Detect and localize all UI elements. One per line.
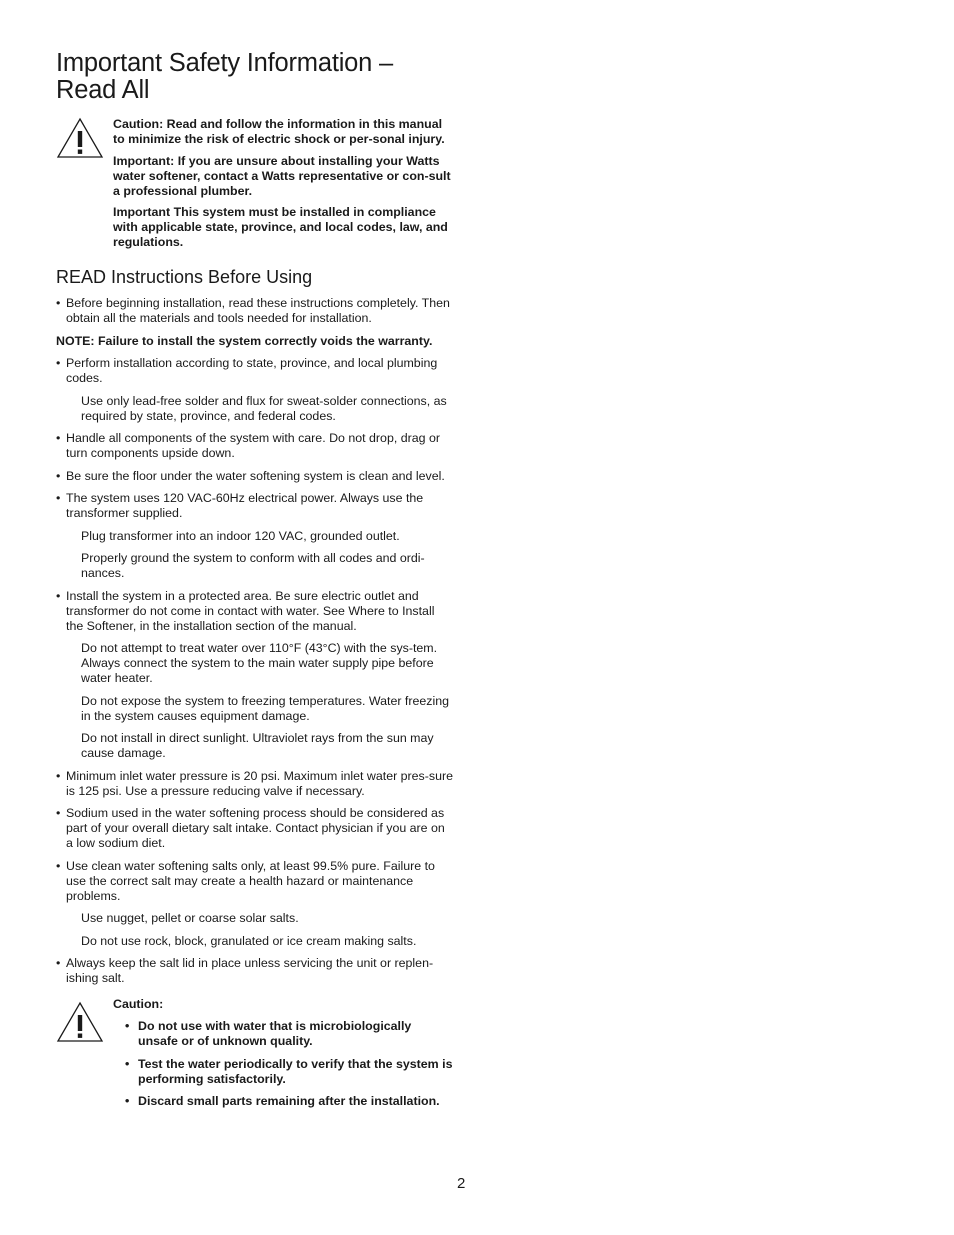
caution-text: Caution: Read and follow the information in this manual to minimize the risk of electric shock or per-sonal injury. bbox=[113, 117, 445, 146]
caution-list-item-text: Discard small parts remaining after the installation. bbox=[138, 1094, 440, 1108]
important-compliance-text: Important This system must be installed in compliance with applicable state, province, and local codes, law, and regulations. bbox=[113, 205, 448, 249]
sub-item: Do not expose the system to freezing temperatures. Water freezing in the system causes equipment damage. bbox=[81, 693, 449, 723]
list-item-text: Sodium used in the water softening process should be considered as part of your overall dietary salt intake. Contact physician if you are on a low sodium diet. bbox=[66, 806, 445, 850]
sub-item: Do not install in direct sunlight. Ultraviolet rays from the sun may cause damage. bbox=[81, 731, 434, 760]
bullet-glyph: • bbox=[56, 806, 61, 820]
bullet-glyph: • bbox=[56, 296, 61, 310]
list-item bbox=[56, 491, 454, 521]
bullet-glyph: • bbox=[56, 588, 61, 603]
content-column bbox=[56, 50, 454, 1117]
bullet-glyph: • bbox=[125, 1019, 130, 1033]
list-item bbox=[56, 769, 454, 799]
bullet-glyph: • bbox=[125, 1056, 130, 1071]
list-item-text: Be sure the floor under the water softening system is clean and level. bbox=[66, 468, 445, 483]
sub-item: Properly ground the system to conform with all codes and ordi-nances. bbox=[81, 551, 425, 580]
page-title bbox=[56, 50, 454, 104]
list-item-text: Install the system in a protected area. Be sure electric outlet and transformer do not come in contact with water. See Where to Install the Softener, in the installation section of the manual. bbox=[66, 588, 435, 633]
bullet-glyph: • bbox=[56, 858, 61, 873]
list-item-text: The system uses 120 VAC-60Hz electrical power. Always use the transformer supplied. bbox=[66, 491, 424, 520]
list-item bbox=[56, 296, 454, 326]
caution-list-item bbox=[113, 1019, 454, 1049]
list-item-text: Perform installation according to state, province, and local plumbing codes. bbox=[66, 356, 438, 385]
page-title-line-1: Important Safety Information – bbox=[56, 49, 394, 77]
warranty-note: NOTE: Failure to install the system correctly voids the warranty. bbox=[56, 333, 433, 348]
list-item-text: Always keep the salt lid in place unless servicing the unit or replen-ishing salt. bbox=[66, 956, 434, 985]
warning-triangle-icon bbox=[56, 1001, 104, 1043]
caution-list-item-text: Test the water periodically to verify that the system is performing satisfactorily. bbox=[138, 1056, 453, 1086]
caution-list-item bbox=[113, 1057, 454, 1087]
bullet-glyph: • bbox=[56, 356, 61, 370]
list-item bbox=[56, 806, 454, 851]
bullet-glyph: • bbox=[56, 491, 61, 505]
sub-item: Plug transformer into an indoor 120 VAC, grounded outlet. bbox=[81, 528, 400, 543]
list-item bbox=[56, 356, 454, 386]
list-item bbox=[56, 956, 454, 986]
list-item bbox=[56, 431, 454, 461]
list-item-text: Handle all components of the system with care. Do not drop, drag or turn components upside down. bbox=[66, 431, 440, 460]
list-item-text: Before beginning installation, read these instructions completely. Then obtain all the materials and tools needed for installation. bbox=[66, 296, 450, 325]
bullet-glyph: • bbox=[56, 468, 61, 483]
bullet-glyph: • bbox=[56, 956, 61, 970]
page-number: 2 bbox=[457, 1175, 466, 1192]
bullet-glyph: • bbox=[56, 431, 61, 445]
bullet-glyph: • bbox=[56, 768, 61, 783]
caution-block-2 bbox=[56, 997, 454, 1109]
caution-list-item-text: Do not use with water that is microbiologically unsafe or of unknown quality. bbox=[138, 1019, 412, 1048]
important-installer-text: Important: If you are unsure about installing your Watts water softener, contact a Watts representative or con-sult a professional plumber. bbox=[113, 153, 451, 198]
page-title-line-2: Read All bbox=[56, 76, 150, 104]
list-item-text: Use clean water softening salts only, at least 99.5% pure. Failure to use the correct salt may create a health hazard or maintenance problems. bbox=[66, 858, 435, 903]
caution-block bbox=[56, 117, 454, 250]
list-item bbox=[56, 859, 454, 904]
sub-item: Use nugget, pellet or coarse solar salts. bbox=[81, 911, 299, 925]
list-item bbox=[56, 469, 454, 484]
warning-triangle-icon bbox=[56, 117, 104, 159]
list-item bbox=[56, 589, 454, 634]
caution-list-item bbox=[113, 1094, 454, 1109]
sub-item: Do not attempt to treat water over 110°F (43°C) with the sys-tem. Always connect the system to the main water supply pipe before water heater. bbox=[81, 641, 438, 685]
bullet-glyph: • bbox=[125, 1094, 130, 1108]
list-item-text: Minimum inlet water pressure is 20 psi. Maximum inlet water pres-sure is 125 psi. Use a pressure reducing valve if necessary. bbox=[66, 768, 453, 798]
sub-item: Do not use rock, block, granulated or ice cream making salts. bbox=[81, 933, 417, 948]
sub-item: Use only lead-free solder and flux for sweat-solder connections, as required by state, province, and federal codes. bbox=[81, 393, 447, 423]
section-heading: READ Instructions Before Using bbox=[56, 267, 313, 287]
caution-label: Caution: bbox=[113, 997, 164, 1011]
